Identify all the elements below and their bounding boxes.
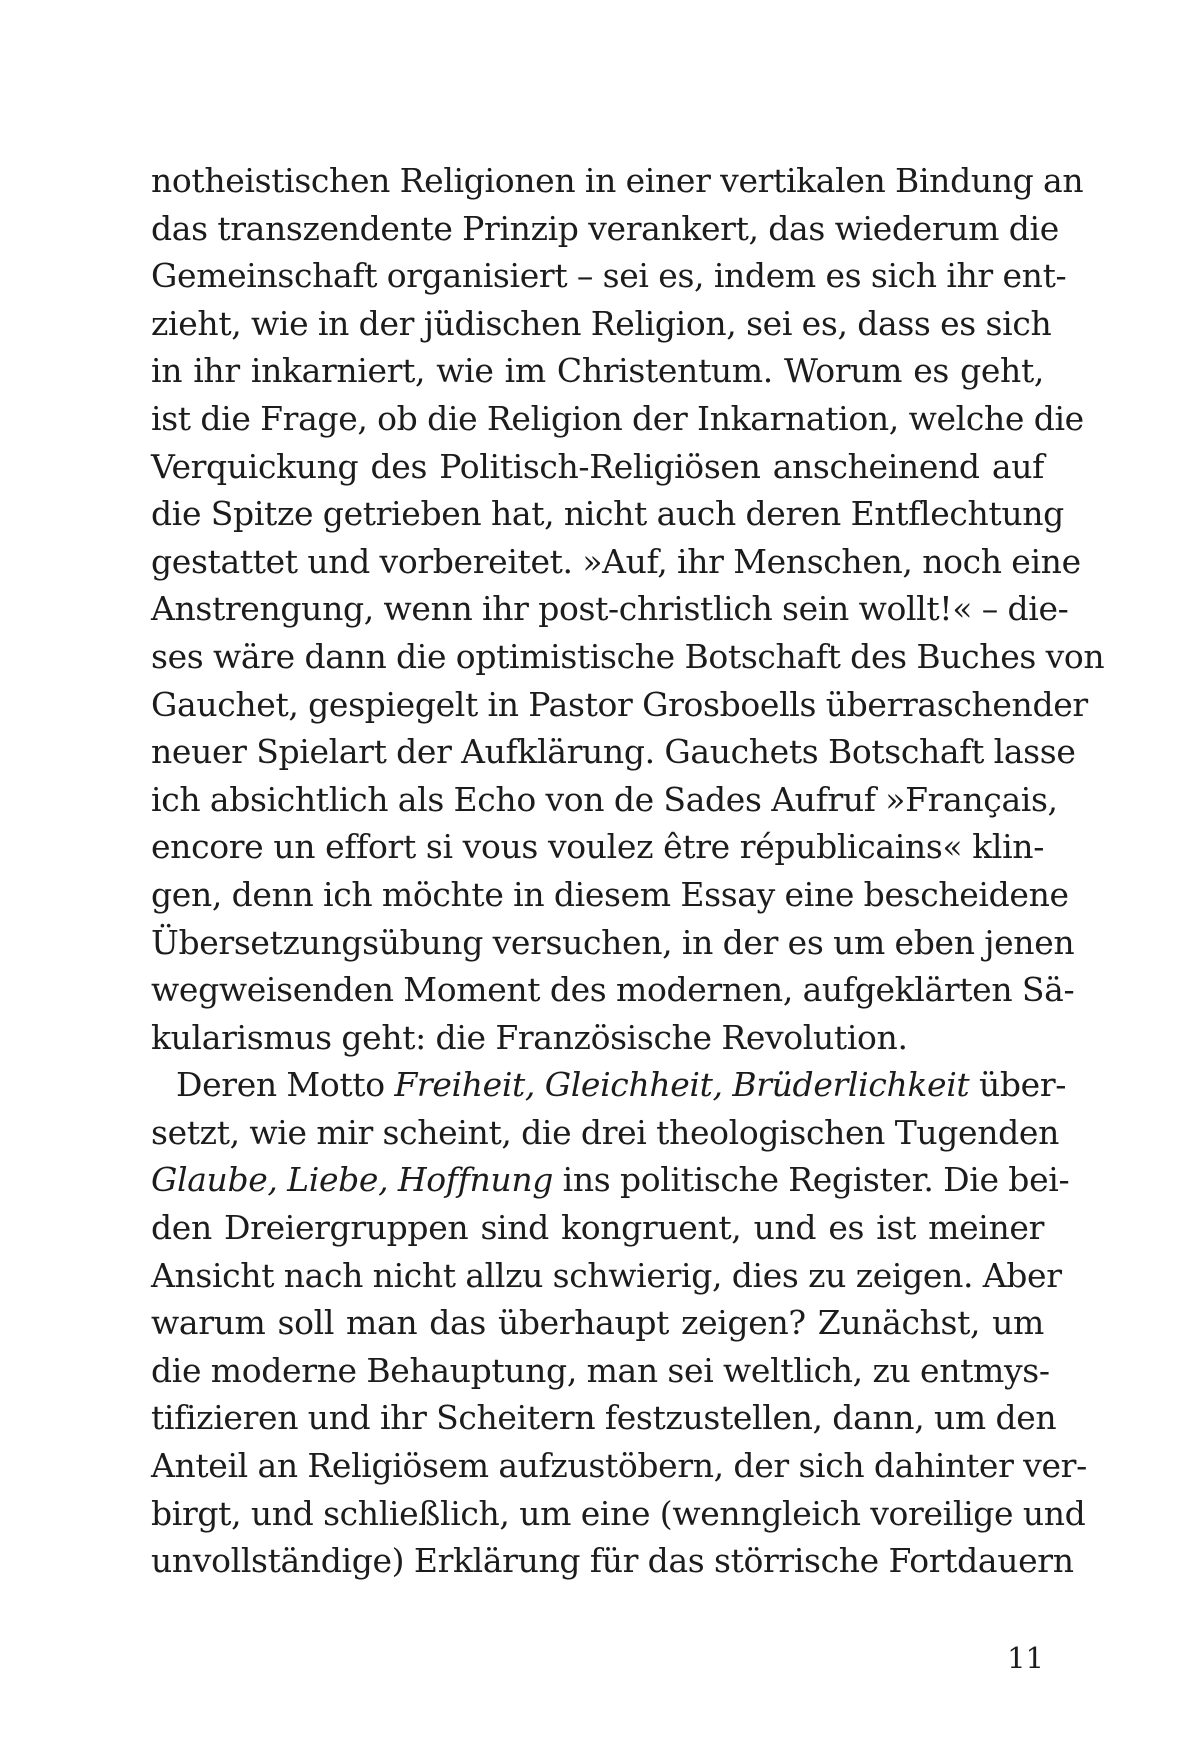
- paragraph: [151, 1061, 1087, 1585]
- text-run: über-: [969, 1065, 1067, 1105]
- text-line: Gemeinschaft organisiert – sei es, indem es sich ihr ent-: [151, 256, 1067, 296]
- italic-phrase: Glaube, Liebe, Hoffnung: [151, 1160, 554, 1200]
- text-line: tifizieren und ihr Scheitern festzustellen, dann, um den: [151, 1398, 1057, 1438]
- text-line: neuer Spielart der Aufklärung. Gauchets Botschaft lasse: [151, 732, 1076, 772]
- text-line: wegweisenden Moment des modernen, aufgeklärten Sä-: [151, 970, 1075, 1010]
- text-line: unvollständige) Erklärung für das störrische Fortdauern: [151, 1541, 1074, 1581]
- text-run: ins politische Register. Die bei-: [553, 1160, 1070, 1200]
- text-line: warum soll man das überhaupt zeigen? Zunächst, um: [151, 1303, 1044, 1343]
- text-line: birgt, und schließlich, um eine (wenngleich voreilige und: [151, 1493, 1086, 1533]
- text-line: ses wäre dann die optimistische Botschaft des Buches von: [151, 636, 1105, 676]
- text-line: den Dreiergruppen sind kongruent, und es ist meiner: [151, 1208, 1044, 1248]
- text-line: setzt, wie mir scheint, die drei theologischen Tugenden: [151, 1112, 1059, 1152]
- text-run: Deren Motto: [176, 1065, 395, 1105]
- text-line: Verquickung des Politisch-Religiösen anscheinend auf: [151, 446, 1044, 486]
- text-line: in ihr inkarniert, wie im Christentum. Worum es geht,: [151, 351, 1044, 391]
- text-line: Ansicht nach nicht allzu schwierig, dies zu zeigen. Aber: [151, 1255, 1062, 1295]
- text-line: Anteil an Religiösem aufzustöbern, der sich dahinter ver-: [151, 1446, 1087, 1486]
- text-line: die Spitze getrieben hat, nicht auch deren Entflechtung: [151, 494, 1064, 534]
- italic-phrase: Freiheit, Gleichheit, Brüderlichkeit: [394, 1065, 970, 1105]
- text-line: [151, 1061, 1067, 1109]
- text-line: ist die Frage, ob die Religion der Inkarnation, welche die: [151, 398, 1084, 438]
- text-line: zieht, wie in der jüdischen Religion, sei es, dass es sich: [151, 303, 1052, 343]
- text-line: Gauchet, gespiegelt in Pastor Grosboells überraschender: [151, 684, 1088, 724]
- text-line: die moderne Behauptung, man sei weltlich, zu entmys-: [151, 1350, 1050, 1390]
- text-line: das transzendente Prinzip verankert, das wiederum die: [151, 208, 1059, 248]
- text-line: ich absichtlich als Echo von de Sades Aufruf »Français,: [151, 779, 1058, 819]
- text-line: Übersetzungsübung versuchen, in der es um eben jenen: [151, 922, 1075, 962]
- paragraph: [151, 157, 1105, 1061]
- text-line: encore un effort si vous voulez être républicains« klin-: [151, 827, 1044, 867]
- text-line: [151, 1156, 1070, 1204]
- page-number: 11: [1007, 1641, 1044, 1675]
- text-line: notheistischen Religionen in einer vertikalen Bindung an: [151, 161, 1084, 200]
- text-line: kularismus geht: die Französische Revolution.: [151, 1017, 908, 1057]
- body-text: [151, 157, 1105, 1585]
- text-line: Anstrengung, wenn ihr post-christlich sein wollt!« – die-: [151, 589, 1069, 629]
- text-line: gestattet und vorbereitet. »Auf, ihr Menschen, noch eine: [151, 541, 1081, 581]
- text-line: gen, denn ich möchte in diesem Essay eine bescheidene: [151, 874, 1069, 914]
